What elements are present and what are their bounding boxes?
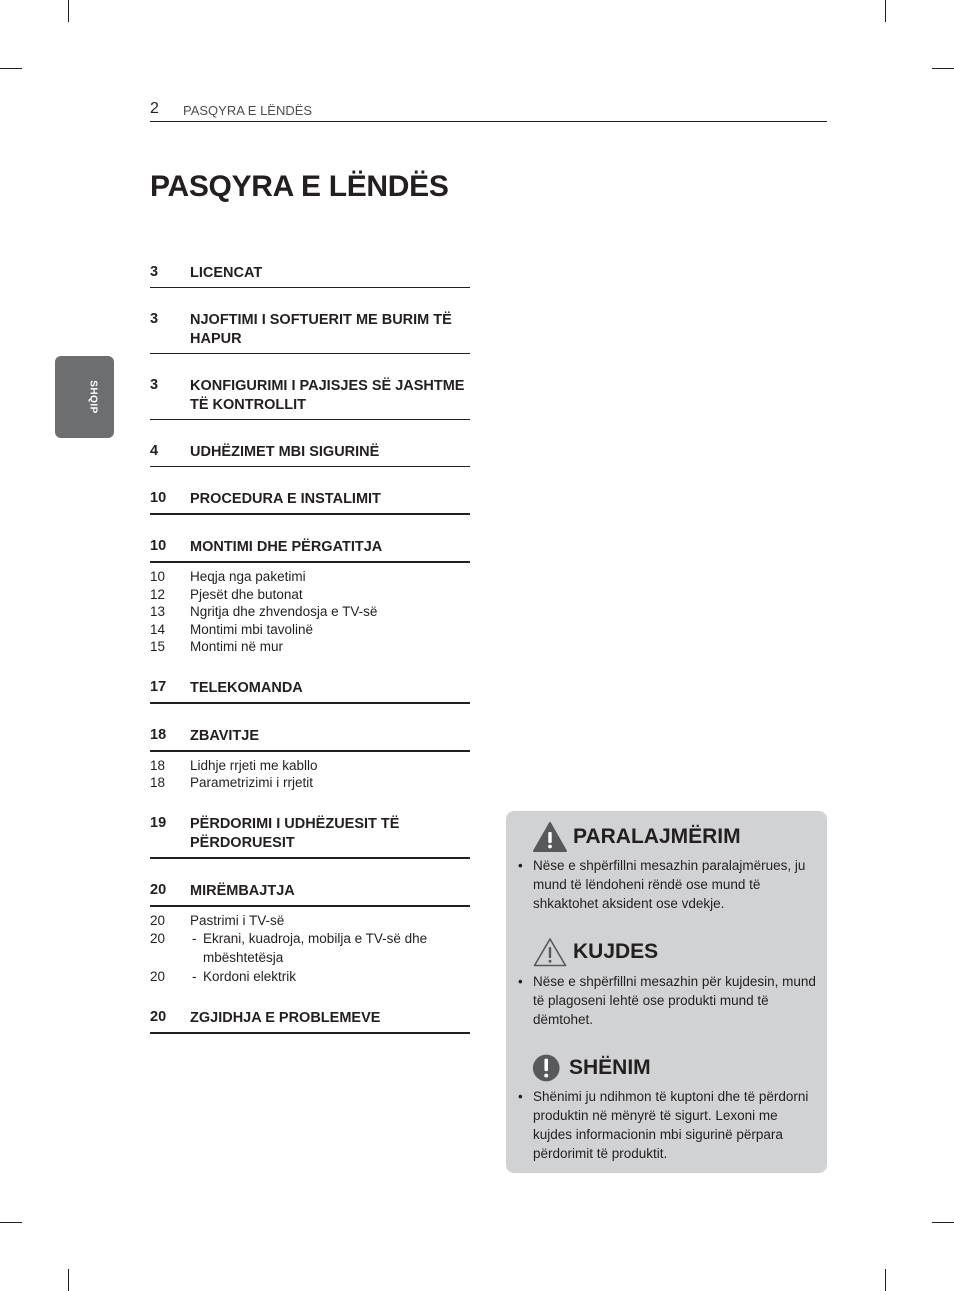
bullet: •: [518, 1089, 523, 1104]
toc-subsection-title: Montimi mbi tavolinë: [190, 621, 314, 637]
toc-section-title: LICENCAT: [190, 265, 263, 281]
toc-subsection-page: 13: [150, 604, 166, 619]
toc-page-number: 3: [150, 311, 159, 327]
toc-subsection: [150, 638, 470, 656]
toc-subsection: [150, 774, 470, 792]
crop-mark: [885, 0, 886, 22]
toc-subsection-list: [150, 568, 470, 656]
toc-section: [150, 443, 470, 467]
toc-subsection-page: 15: [150, 639, 166, 654]
crop-mark: [885, 1269, 886, 1291]
toc-subsection-title: Parametrizimi i rrjetit: [190, 775, 314, 790]
note-text: [518, 1087, 818, 1163]
toc-page-number: 3: [150, 264, 159, 280]
toc-subsection-page: 20: [150, 969, 166, 984]
toc-subsection: [150, 967, 470, 986]
toc-subsection-title: Montimi në mur: [190, 639, 284, 654]
caution-title: KUJDES: [573, 940, 659, 963]
warning-title: PARALAJMËRIM: [573, 825, 741, 848]
toc-subsection: [150, 929, 470, 967]
crop-mark: [68, 1269, 69, 1291]
toc-subsection-list: [150, 912, 470, 987]
note-heading: [532, 1052, 651, 1084]
caution-description: Nëse e shpërfillni mesazhin për kujdesin, mund të plagoseni lehtë ose produkti mund të dëmtohet.: [533, 974, 816, 1027]
running-title: PASQYRA E LËNDËS: [183, 103, 313, 118]
toc-section: [150, 538, 470, 563]
toc-section-title: KONFIGURIMI I PAJISJES SË JASHTME TË KONTROLLIT: [190, 378, 465, 413]
toc-section: [150, 490, 470, 515]
bullet: •: [518, 858, 523, 873]
toc-section: [150, 264, 470, 288]
note-title: SHËNIM: [569, 1056, 651, 1079]
warning-text: [518, 856, 818, 913]
toc-page-number: 10: [150, 490, 167, 506]
page-title: PASQYRA E LËNDËS: [150, 170, 449, 203]
toc-section-title: PROCEDURA E INSTALIMIT: [190, 491, 381, 507]
note-description: Shënimi ju ndihmon të kuptoni dhe të përdorni produktin në mënyrë të sigurt. Lexoni me kujdes informacionin mbi sigurinë përpara përdorimit të produktit.: [533, 1089, 809, 1161]
toc-page-number: 20: [150, 1009, 167, 1025]
toc-subsection: [150, 621, 470, 639]
toc-subsection-title: Pjesët dhe butonat: [190, 586, 303, 602]
warning-description: Nëse e shpërfillni mesazhin paralajmërues, ju mund të lëndoheni rëndë ose mund të shkaktohet aksident ose vdekje.: [533, 858, 806, 911]
toc-section-title: MIRËMBAJTJA: [190, 882, 295, 899]
toc-subsection-page: 12: [150, 586, 166, 602]
notes-box: [506, 811, 827, 1173]
toc-subsection: [150, 603, 470, 621]
toc-section-title: MONTIMI DHE PËRGATITJA: [190, 539, 383, 555]
crop-mark: [0, 68, 22, 69]
warning-heading: [532, 821, 741, 853]
toc-page-number: 10: [150, 538, 167, 554]
bullet: •: [518, 974, 523, 989]
toc-section: [150, 311, 470, 354]
toc-dash-marker: -: [192, 969, 197, 984]
toc-section: [150, 377, 470, 420]
crop-mark: [0, 1222, 22, 1223]
toc-page-number: 20: [150, 881, 167, 898]
warning-triangle-filled-icon: [532, 821, 568, 853]
page-number: 2: [150, 100, 159, 117]
toc-subsection: [150, 912, 470, 930]
table-of-contents: [150, 264, 470, 1034]
language-tab: [55, 356, 114, 438]
toc-page-number: 17: [150, 678, 167, 695]
toc-subsection-page: 14: [150, 621, 166, 637]
toc-dash-marker: -: [192, 931, 197, 946]
toc-section: [150, 882, 470, 907]
toc-page-number: 4: [150, 443, 159, 459]
toc-subsection: [150, 568, 470, 586]
toc-subsection-title: Ngritja dhe zhvendosja e TV-së: [190, 604, 378, 619]
toc-section-title: PËRDORIMI I UDHËZUESIT TË PËRDORUESIT: [190, 815, 400, 851]
toc-section: [150, 815, 470, 859]
crop-mark: [68, 0, 69, 22]
toc-page-number: 18: [150, 726, 167, 743]
caution-triangle-outline-icon: [532, 936, 568, 968]
toc-section: [150, 679, 470, 704]
toc-subsection-title: Kordoni elektrik: [203, 969, 297, 984]
toc-subsection: [150, 757, 470, 775]
toc-subsection-page: 20: [150, 931, 166, 946]
toc-page-number: 19: [150, 814, 167, 831]
toc-subsection-title: Pastrimi i TV-së: [190, 912, 285, 928]
toc-section-title: ZBAVITJE: [190, 727, 260, 744]
toc-section-title: ZGJIDHJA E PROBLEMEVE: [190, 1010, 381, 1026]
toc-subsection-page: 18: [150, 757, 166, 773]
toc-subsection-page: 18: [150, 775, 166, 790]
toc-section-title: UDHËZIMET MBI SIGURINË: [190, 444, 380, 460]
toc-section: [150, 727, 470, 752]
toc-subsection-title: Heqja nga paketimi: [190, 569, 306, 584]
caution-heading: [532, 936, 658, 968]
caution-text: [518, 972, 818, 1029]
toc-section: [150, 1009, 470, 1034]
page-header: [150, 100, 827, 122]
crop-mark: [932, 1222, 954, 1223]
toc-section-title: TELEKOMANDA: [190, 679, 303, 696]
crop-mark: [932, 68, 954, 69]
toc-subsection: [150, 586, 470, 604]
toc-subsection-list: [150, 757, 470, 792]
toc-subsection-title: Ekrani, kuadroja, mobilja e TV-së dhe mbështetësja: [203, 931, 428, 965]
toc-subsection-page: 10: [150, 569, 166, 584]
toc-page-number: 3: [150, 377, 159, 393]
toc-section-title: NJOFTIMI I SOFTUERIT ME BURIM TË HAPUR: [190, 312, 452, 347]
toc-subsection-title: Lidhje rrjeti me kabllo: [190, 757, 318, 773]
toc-subsection-page: 20: [150, 912, 166, 928]
note-exclamation-circle-icon: [532, 1052, 564, 1084]
language-tab-label: SHQIP: [87, 380, 99, 414]
